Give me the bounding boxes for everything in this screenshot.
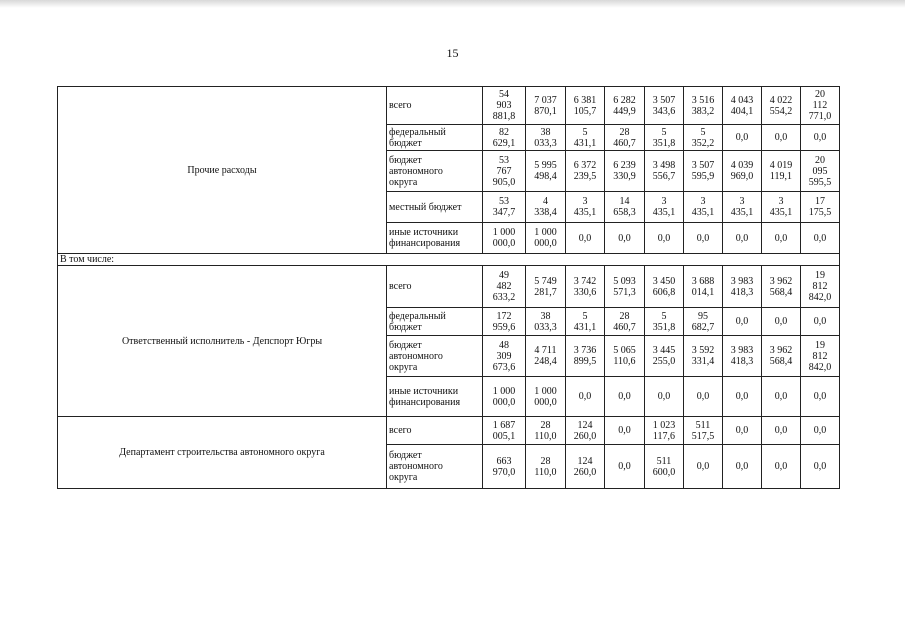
- value-text: 0,0: [735, 461, 749, 472]
- value-cell: [762, 308, 801, 336]
- value-cell: [762, 336, 801, 377]
- value-cell: [801, 308, 840, 336]
- table-row: [58, 417, 840, 445]
- value-text: 6 282 449,9: [613, 94, 636, 117]
- value-text: 0,0: [774, 425, 788, 436]
- value-cell: [801, 266, 840, 308]
- funding-source: [387, 223, 483, 254]
- funding-source-text: всего: [389, 100, 412, 111]
- value-cell: [605, 125, 645, 151]
- value-cell: [723, 87, 762, 125]
- value-cell: [684, 266, 723, 308]
- value-text: 0,0: [735, 425, 749, 436]
- value-cell: [645, 266, 684, 308]
- value-text: 3 742 330,6: [573, 275, 597, 298]
- value-cell: [645, 192, 684, 223]
- value-cell: [483, 308, 526, 336]
- value-text: 0,0: [735, 232, 749, 244]
- funding-source-text: местный бюджет: [389, 201, 462, 213]
- value-cell: [483, 336, 526, 377]
- value-text: 0,0: [657, 391, 671, 402]
- value-cell: [723, 266, 762, 308]
- value-cell: [645, 336, 684, 377]
- value-cell: [645, 125, 684, 151]
- funding-source: [387, 308, 483, 336]
- value-cell: [526, 125, 566, 151]
- value-cell: [684, 377, 723, 417]
- value-cell: [526, 192, 566, 223]
- value-cell: [762, 266, 801, 308]
- page-number: 15: [446, 46, 459, 60]
- value-text: 3 435,1: [730, 196, 754, 218]
- value-text: 3 498 556,7: [652, 160, 676, 182]
- value-text: 0,0: [618, 391, 631, 402]
- funding-source: [387, 192, 483, 223]
- value-text: 5 351,8: [652, 126, 676, 149]
- section-row: [58, 254, 840, 266]
- value-text: 28 110,0: [534, 455, 557, 478]
- value-cell: [566, 125, 605, 151]
- value-cell: [605, 151, 645, 192]
- value-cell: [762, 192, 801, 223]
- funding-source: [387, 417, 483, 445]
- value-cell: [483, 151, 526, 192]
- value-text: 4 022 554,2: [769, 94, 793, 117]
- value-text: 0,0: [774, 232, 788, 244]
- value-cell: [483, 223, 526, 254]
- value-cell: [526, 417, 566, 445]
- funding-source: [387, 125, 483, 151]
- value-text: 3 983 418,3: [730, 345, 754, 367]
- funding-source: [387, 336, 483, 377]
- value-text: 0,0: [813, 316, 827, 327]
- value-text: 3 736 899,5: [573, 345, 597, 367]
- value-text: 28 460,7: [613, 310, 636, 333]
- value-cell: [526, 223, 566, 254]
- value-text: 82 629,1: [492, 126, 516, 149]
- value-cell: [762, 87, 801, 125]
- value-cell: [526, 336, 566, 377]
- value-cell: [684, 87, 723, 125]
- funding-source: [387, 266, 483, 308]
- value-cell: [566, 151, 605, 192]
- value-cell: [723, 151, 762, 192]
- funding-source: [387, 445, 483, 489]
- section-label: В том числе:: [58, 254, 840, 266]
- value-cell: [684, 417, 723, 445]
- value-text: 0,0: [813, 391, 827, 402]
- value-text: 5 431,1: [573, 310, 597, 333]
- value-text: 4 019 119,1: [769, 160, 793, 182]
- value-text: 3 507 343,6: [652, 94, 676, 117]
- value-cell: [762, 377, 801, 417]
- value-text: 1 687 005,1: [492, 419, 516, 442]
- value-cell: [723, 125, 762, 151]
- value-cell: [801, 336, 840, 377]
- value-text: 49 482 633,2: [492, 270, 516, 303]
- value-text: 0,0: [774, 461, 788, 472]
- value-cell: [723, 336, 762, 377]
- value-cell: [605, 336, 645, 377]
- value-text: 5 749 281,7: [534, 275, 557, 298]
- value-text: 95 682,7: [691, 310, 715, 333]
- value-text: 124 260,0: [573, 455, 597, 478]
- funding-source-text: бюджет автономного округа: [389, 154, 443, 188]
- value-cell: [723, 445, 762, 489]
- value-cell: [483, 125, 526, 151]
- value-cell: [526, 87, 566, 125]
- value-cell: [801, 151, 840, 192]
- value-cell: [762, 223, 801, 254]
- value-cell: [684, 336, 723, 377]
- value-text: 3 592 331,4: [691, 345, 715, 367]
- value-text: 5 065 110,6: [613, 345, 636, 367]
- value-text: 38 033,3: [534, 310, 557, 333]
- funding-source-text: всего: [389, 425, 412, 436]
- value-cell: [723, 308, 762, 336]
- table-row: [58, 87, 840, 125]
- value-text: 7 037 870,1: [534, 94, 557, 117]
- value-text: 3 688 014,1: [691, 275, 715, 298]
- value-cell: [605, 223, 645, 254]
- value-text: 0,0: [618, 425, 631, 436]
- value-cell: [605, 377, 645, 417]
- value-cell: [566, 308, 605, 336]
- value-text: 6 381 105,7: [573, 94, 597, 117]
- value-cell: [566, 266, 605, 308]
- value-cell: [801, 125, 840, 151]
- program-name: Прочие расходы: [58, 87, 387, 254]
- value-text: 20 112 771,0: [808, 89, 832, 122]
- program-name: Департамент строительства автономного округа: [58, 417, 387, 489]
- value-cell: [566, 377, 605, 417]
- value-text: 1 000 000,0: [534, 385, 557, 408]
- table-row: [58, 266, 840, 308]
- value-cell: [526, 266, 566, 308]
- value-cell: [723, 377, 762, 417]
- value-cell: [762, 151, 801, 192]
- value-cell: [684, 308, 723, 336]
- value-text: 0,0: [774, 316, 788, 327]
- value-text: 0,0: [735, 316, 749, 327]
- value-cell: [605, 87, 645, 125]
- value-text: 3 435,1: [573, 196, 597, 218]
- value-cell: [526, 377, 566, 417]
- funding-source-text: федеральный бюджет: [389, 310, 446, 333]
- funding-source-text: бюджет автономного округа: [389, 339, 443, 373]
- value-text: 3 445 255,0: [652, 345, 676, 367]
- value-cell: [605, 445, 645, 489]
- value-text: 172 959,6: [492, 310, 516, 333]
- value-cell: [801, 417, 840, 445]
- value-cell: [723, 223, 762, 254]
- value-cell: [645, 377, 684, 417]
- value-text: 0,0: [813, 232, 827, 244]
- value-text: 3 962 568,4: [769, 275, 793, 298]
- value-cell: [483, 87, 526, 125]
- value-cell: [684, 125, 723, 151]
- value-text: 0,0: [618, 232, 631, 244]
- value-cell: [605, 192, 645, 223]
- value-cell: [483, 377, 526, 417]
- value-cell: [684, 223, 723, 254]
- value-text: 511 600,0: [652, 455, 676, 478]
- value-cell: [483, 192, 526, 223]
- value-text: 4 711 248,4: [534, 345, 557, 367]
- value-cell: [801, 223, 840, 254]
- value-text: 1 000 000,0: [534, 227, 557, 249]
- value-cell: [645, 308, 684, 336]
- value-text: 6 239 330,9: [613, 160, 636, 182]
- value-text: 19 812 842,0: [808, 270, 832, 303]
- value-text: 5 093 571,3: [613, 275, 636, 298]
- value-cell: [483, 417, 526, 445]
- value-cell: [645, 151, 684, 192]
- funding-source-text: иные источники финансирования: [389, 227, 461, 249]
- value-text: 0,0: [774, 132, 788, 143]
- value-text: 3 435,1: [691, 196, 715, 218]
- value-cell: [605, 417, 645, 445]
- value-cell: [605, 266, 645, 308]
- value-cell: [566, 223, 605, 254]
- value-text: 0,0: [813, 132, 827, 143]
- value-text: 5 351,8: [652, 310, 676, 333]
- value-text: 53 347,7: [492, 196, 516, 218]
- value-text: 3 962 568,4: [769, 345, 793, 367]
- value-text: 4 039 969,0: [730, 160, 754, 182]
- value-cell: [684, 445, 723, 489]
- value-text: 3 435,1: [652, 196, 676, 218]
- value-cell: [645, 445, 684, 489]
- value-text: 3 507 595,9: [691, 160, 715, 182]
- value-text: 3 516 383,2: [691, 94, 715, 117]
- value-cell: [801, 192, 840, 223]
- value-text: 0,0: [657, 232, 671, 244]
- value-text: 17 175,5: [808, 196, 832, 218]
- value-cell: [526, 308, 566, 336]
- value-text: 5 352,2: [691, 126, 715, 149]
- funding-source: [387, 87, 483, 125]
- value-text: 6 372 239,5: [573, 160, 597, 182]
- value-text: 38 033,3: [534, 126, 557, 149]
- value-cell: [723, 192, 762, 223]
- value-cell: [684, 151, 723, 192]
- value-text: 0,0: [578, 391, 592, 402]
- value-text: 48 309 673,6: [492, 339, 516, 373]
- value-cell: [526, 151, 566, 192]
- funding-source-text: всего: [389, 281, 412, 292]
- value-cell: [762, 125, 801, 151]
- value-cell: [723, 417, 762, 445]
- value-text: 0,0: [618, 461, 631, 472]
- value-cell: [526, 445, 566, 489]
- value-text: 20 095 595,5: [808, 154, 832, 188]
- budget-table: [57, 86, 840, 489]
- program-name: Ответственный исполнитель - Депспорт Югры: [58, 266, 387, 417]
- value-text: 0,0: [735, 132, 749, 143]
- funding-source-text: иные источники финансирования: [389, 385, 461, 408]
- value-cell: [801, 377, 840, 417]
- value-text: 0,0: [578, 232, 592, 244]
- value-text: 3 983 418,3: [730, 275, 754, 298]
- value-cell: [645, 223, 684, 254]
- value-text: 511 517,5: [691, 419, 715, 442]
- value-text: 5 995 498,4: [534, 160, 557, 182]
- value-cell: [566, 192, 605, 223]
- value-cell: [483, 266, 526, 308]
- value-text: 1 000 000,0: [492, 385, 516, 408]
- value-text: 28 460,7: [613, 126, 636, 149]
- value-cell: [801, 87, 840, 125]
- value-text: 0,0: [735, 391, 749, 402]
- value-cell: [684, 192, 723, 223]
- value-text: 54 903 881,8: [492, 89, 516, 122]
- value-text: 0,0: [696, 232, 710, 244]
- value-text: 124 260,0: [573, 419, 597, 442]
- value-text: 0,0: [696, 461, 710, 472]
- value-text: 28 110,0: [534, 419, 557, 442]
- value-text: 663 970,0: [492, 455, 516, 478]
- value-text: 0,0: [813, 461, 827, 472]
- value-text: 4 043 404,1: [730, 94, 754, 117]
- value-cell: [762, 417, 801, 445]
- value-text: 1 000 000,0: [492, 227, 516, 249]
- value-text: 3 435,1: [769, 196, 793, 218]
- value-text: 0,0: [774, 391, 788, 402]
- value-text: 1 023 117,6: [652, 419, 676, 442]
- value-text: 0,0: [813, 425, 827, 436]
- value-text: 3 450 606,8: [652, 275, 676, 298]
- value-cell: [483, 445, 526, 489]
- value-cell: [566, 336, 605, 377]
- funding-source: [387, 151, 483, 192]
- value-cell: [801, 445, 840, 489]
- value-text: 14 658,3: [613, 196, 636, 218]
- value-text: 53 767 905,0: [492, 154, 516, 188]
- scan-edge: [0, 0, 905, 8]
- value-text: 4 338,4: [534, 196, 557, 218]
- value-text: 0,0: [696, 391, 710, 402]
- value-text: 19 812 842,0: [808, 339, 832, 373]
- value-cell: [762, 445, 801, 489]
- value-cell: [605, 308, 645, 336]
- value-cell: [645, 87, 684, 125]
- funding-source-text: федеральный бюджет: [389, 126, 446, 149]
- value-cell: [566, 445, 605, 489]
- funding-source-text: бюджет автономного округа: [389, 450, 443, 483]
- value-cell: [645, 417, 684, 445]
- value-cell: [566, 87, 605, 125]
- value-cell: [566, 417, 605, 445]
- value-text: 5 431,1: [573, 126, 597, 149]
- funding-source: [387, 377, 483, 417]
